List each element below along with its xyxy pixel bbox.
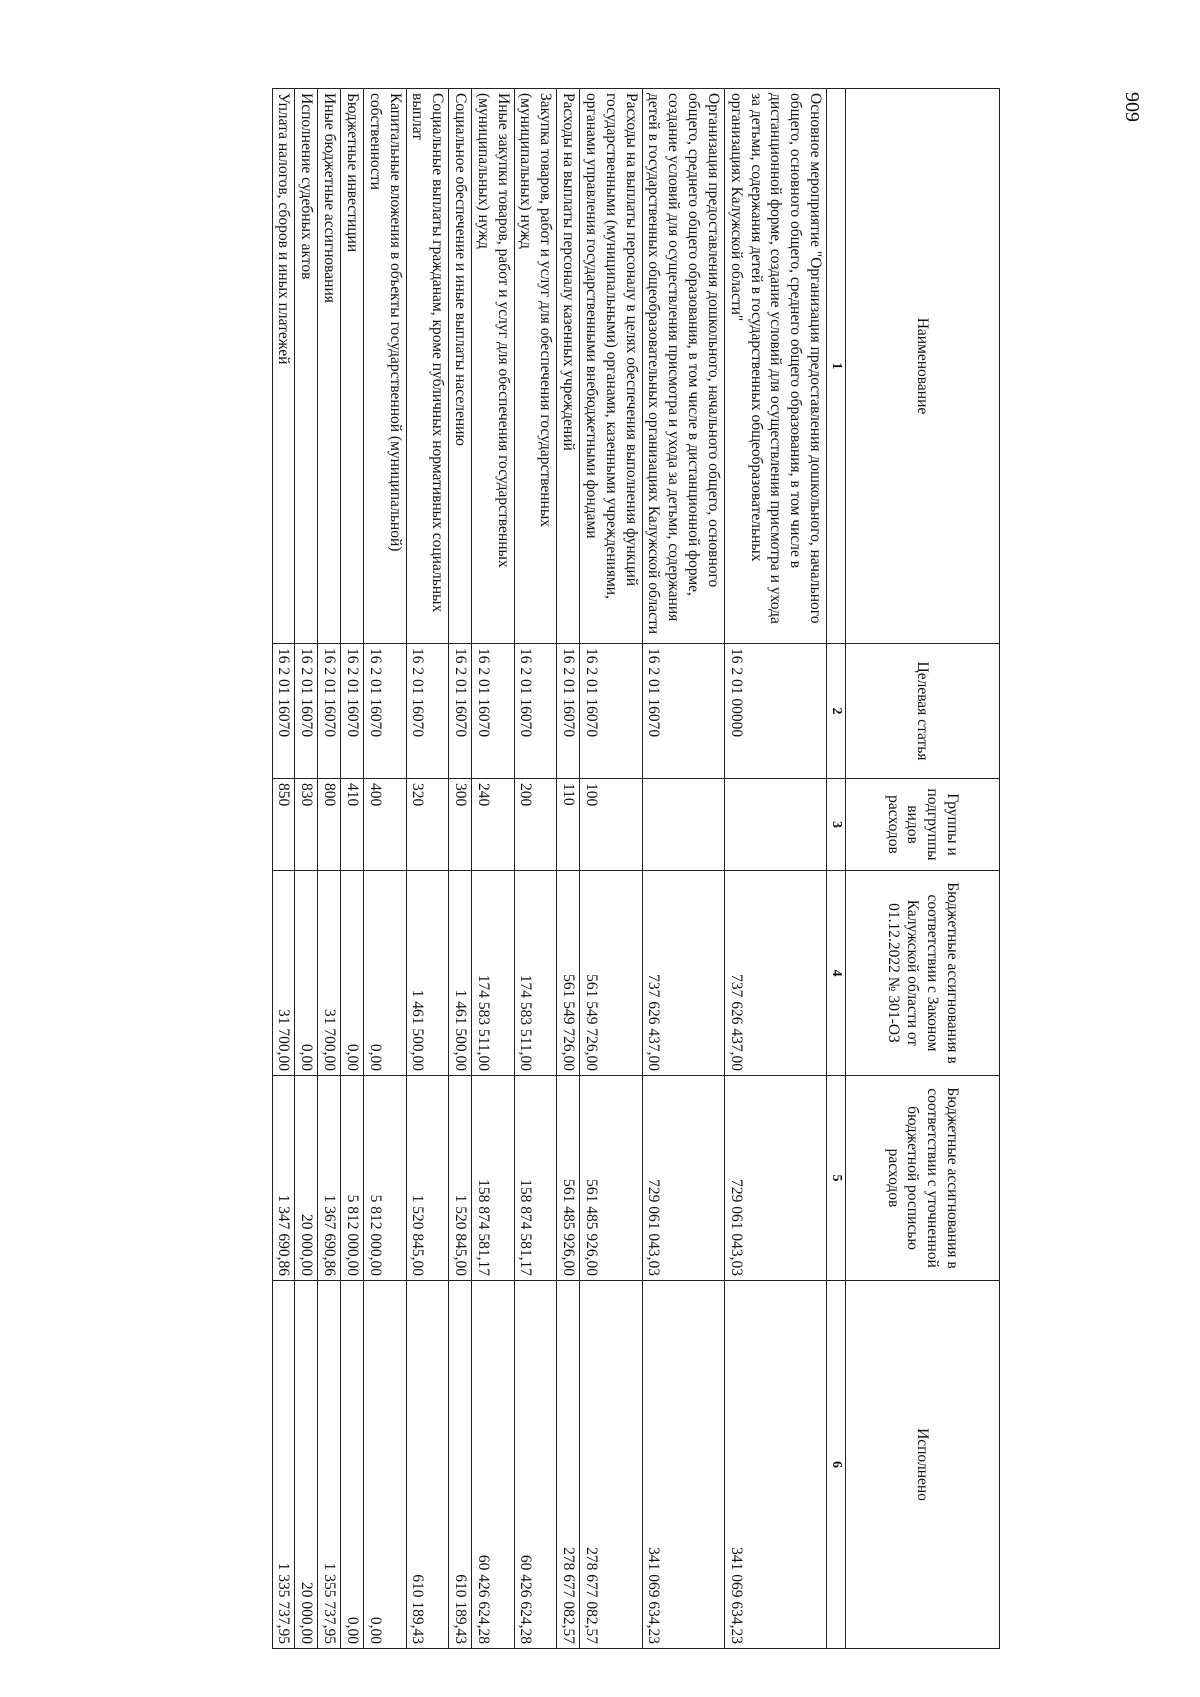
- table-row: [642, 89, 724, 1649]
- cell-name: Исполнение судебных актов: [295, 89, 318, 644]
- cell-executed: 341 069 634,23: [642, 1281, 724, 1649]
- cell-refined-allocation: 561 485 926,00: [557, 1076, 580, 1281]
- table-row: [272, 89, 295, 1649]
- cell-refined-allocation: 20 000,00: [295, 1076, 318, 1281]
- column-header-refined-allocations: Бюджетные ассигнования в соответствии с уточненной бюджетной росписью расходов: [846, 1076, 1000, 1281]
- cell-target-article: 16 2 01 16070: [318, 644, 341, 779]
- cell-executed: 610 189,43: [449, 1281, 472, 1649]
- cell-name: Бюджетные инвестиции: [341, 89, 364, 644]
- cell-target-article: 16 2 01 16070: [514, 644, 557, 779]
- cell-name: Закупка товаров, работ и услуг для обеспечения государственных (муниципальных) нужд: [514, 89, 557, 644]
- cell-target-article: 16 2 01 16070: [642, 644, 724, 779]
- cell-expense-group: 830: [295, 779, 318, 871]
- column-header-law-allocations: Бюджетные ассигнования в соответствии с Законом Калужской области от 01.12.2022 № 301-ОЗ: [846, 871, 1000, 1076]
- cell-expense-group: 850: [272, 779, 295, 871]
- table-row: [580, 89, 642, 1649]
- cell-name: Капитальные вложения в объекты государственной (муниципальной) собственности: [363, 89, 406, 644]
- cell-executed: 278 677 082,57: [557, 1281, 580, 1649]
- table-row: [472, 89, 515, 1649]
- cell-name: Основное мероприятие "Организация предоставления дошкольного, начального общего, основного общего, среднего общего образования, в том числе в дистанционной форме, создание условий для осуществления присмотра и ухода за детьми, содержания детей в государственных общеобразовательных организациях Калужской области": [724, 89, 826, 644]
- cell-target-article: 16 2 01 16070: [557, 644, 580, 779]
- table-row: [363, 89, 406, 1649]
- table-row: [295, 89, 318, 1649]
- column-number-row: [827, 89, 846, 1649]
- page-number: 909: [1121, 92, 1143, 122]
- cell-executed: 0,00: [341, 1281, 364, 1649]
- table-row: [406, 89, 449, 1649]
- column-number: 1: [827, 89, 846, 644]
- column-header-expense-groups: Группы и подгруппы видов расходов: [846, 779, 1000, 871]
- cell-refined-allocation: 158 874 581,17: [472, 1076, 515, 1281]
- cell-refined-allocation: 1 367 690,86: [318, 1076, 341, 1281]
- cell-executed: 60 426 624,28: [514, 1281, 557, 1649]
- column-number: 3: [827, 779, 846, 871]
- cell-expense-group: 100: [580, 779, 642, 871]
- cell-refined-allocation: 5 812 000,00: [363, 1076, 406, 1281]
- table-row: [318, 89, 341, 1649]
- cell-executed: 1 355 737,95: [318, 1281, 341, 1649]
- cell-name: Расходы на выплаты персоналу в целях обеспечения выполнения функций государственными (муниципальными) органами, казенными учреждениями, органами управления государственными внебюджетными фондами: [580, 89, 642, 644]
- column-header-target-article: Целевая статья: [846, 644, 1000, 779]
- cell-name: Иные закупки товаров, работ и услуг для обеспечения государственных (муниципальных) нужд: [472, 89, 515, 644]
- cell-law-allocation: 31 700,00: [272, 871, 295, 1076]
- cell-refined-allocation: 5 812 000,00: [341, 1076, 364, 1281]
- table-body: [272, 89, 827, 1649]
- cell-expense-group: [642, 779, 724, 871]
- cell-executed: 0,00: [363, 1281, 406, 1649]
- cell-executed: 278 677 082,57: [580, 1281, 642, 1649]
- cell-refined-allocation: 729 061 043,03: [724, 1076, 826, 1281]
- cell-expense-group: 110: [557, 779, 580, 871]
- cell-law-allocation: 561 549 726,00: [557, 871, 580, 1076]
- column-number: 2: [827, 644, 846, 779]
- cell-target-article: 16 2 01 00000: [724, 644, 826, 779]
- cell-executed: 341 069 634,23: [724, 1281, 826, 1649]
- column-number: 6: [827, 1281, 846, 1649]
- cell-law-allocation: 31 700,00: [318, 871, 341, 1076]
- cell-name: Иные бюджетные ассигнования: [318, 89, 341, 644]
- cell-law-allocation: 561 549 726,00: [580, 871, 642, 1076]
- column-header-executed: Исполнено: [846, 1281, 1000, 1649]
- cell-refined-allocation: 1 520 845,00: [406, 1076, 449, 1281]
- cell-refined-allocation: 1 520 845,00: [449, 1076, 472, 1281]
- cell-expense-group: 410: [341, 779, 364, 871]
- table-row: [514, 89, 557, 1649]
- cell-law-allocation: 0,00: [295, 871, 318, 1076]
- budget-table: [272, 88, 1000, 1649]
- column-number: 4: [827, 871, 846, 1076]
- cell-expense-group: 300: [449, 779, 472, 871]
- cell-name: Социальное обеспечение и иные выплаты населению: [449, 89, 472, 644]
- cell-target-article: 16 2 01 16070: [363, 644, 406, 779]
- cell-law-allocation: 0,00: [341, 871, 364, 1076]
- cell-executed: 610 189,43: [406, 1281, 449, 1649]
- cell-expense-group: [724, 779, 826, 871]
- cell-expense-group: 320: [406, 779, 449, 871]
- cell-name: Социальные выплаты гражданам, кроме публичных нормативных социальных выплат: [406, 89, 449, 644]
- cell-law-allocation: 737 626 437,00: [642, 871, 724, 1076]
- cell-target-article: 16 2 01 16070: [272, 644, 295, 779]
- cell-expense-group: 800: [318, 779, 341, 871]
- table-row: [341, 89, 364, 1649]
- cell-refined-allocation: 158 874 581,17: [514, 1076, 557, 1281]
- cell-name: Уплата налогов, сборов и иных платежей: [272, 89, 295, 644]
- cell-law-allocation: 737 626 437,00: [724, 871, 826, 1076]
- cell-expense-group: 240: [472, 779, 515, 871]
- cell-target-article: 16 2 01 16070: [406, 644, 449, 779]
- cell-target-article: 16 2 01 16070: [295, 644, 318, 779]
- cell-target-article: 16 2 01 16070: [341, 644, 364, 779]
- column-number: 5: [827, 1076, 846, 1281]
- cell-expense-group: 400: [363, 779, 406, 871]
- cell-executed: 1 335 737,95: [272, 1281, 295, 1649]
- cell-refined-allocation: 561 485 926,00: [580, 1076, 642, 1281]
- cell-name: Расходы на выплаты персоналу казенных учреждений: [557, 89, 580, 644]
- table-row: [449, 89, 472, 1649]
- cell-law-allocation: 0,00: [363, 871, 406, 1076]
- cell-law-allocation: 174 583 511,00: [472, 871, 515, 1076]
- cell-refined-allocation: 729 061 043,03: [642, 1076, 724, 1281]
- cell-law-allocation: 174 583 511,00: [514, 871, 557, 1076]
- table-row: [724, 89, 826, 1649]
- rotated-page: [272, 88, 1000, 1649]
- cell-law-allocation: 1 461 500,00: [449, 871, 472, 1076]
- table-row: [557, 89, 580, 1649]
- cell-target-article: 16 2 01 16070: [472, 644, 515, 779]
- cell-target-article: 16 2 01 16070: [580, 644, 642, 779]
- cell-executed: 20 000,00: [295, 1281, 318, 1649]
- column-header-name: Наименование: [846, 89, 1000, 644]
- header-row: [846, 89, 1000, 1649]
- cell-target-article: 16 2 01 16070: [449, 644, 472, 779]
- cell-name: Организация предоставления дошкольного, начального общего, основного общего, среднего общего образования, в том числе в дистанционной форме, создание условий для осуществления присмотра и ухода за детьми, содержания детей в государственных общеобразовательных организациях Калужской области: [642, 89, 724, 644]
- cell-law-allocation: 1 461 500,00: [406, 871, 449, 1076]
- cell-executed: 60 426 624,28: [472, 1281, 515, 1649]
- cell-expense-group: 200: [514, 779, 557, 871]
- cell-refined-allocation: 1 347 690,86: [272, 1076, 295, 1281]
